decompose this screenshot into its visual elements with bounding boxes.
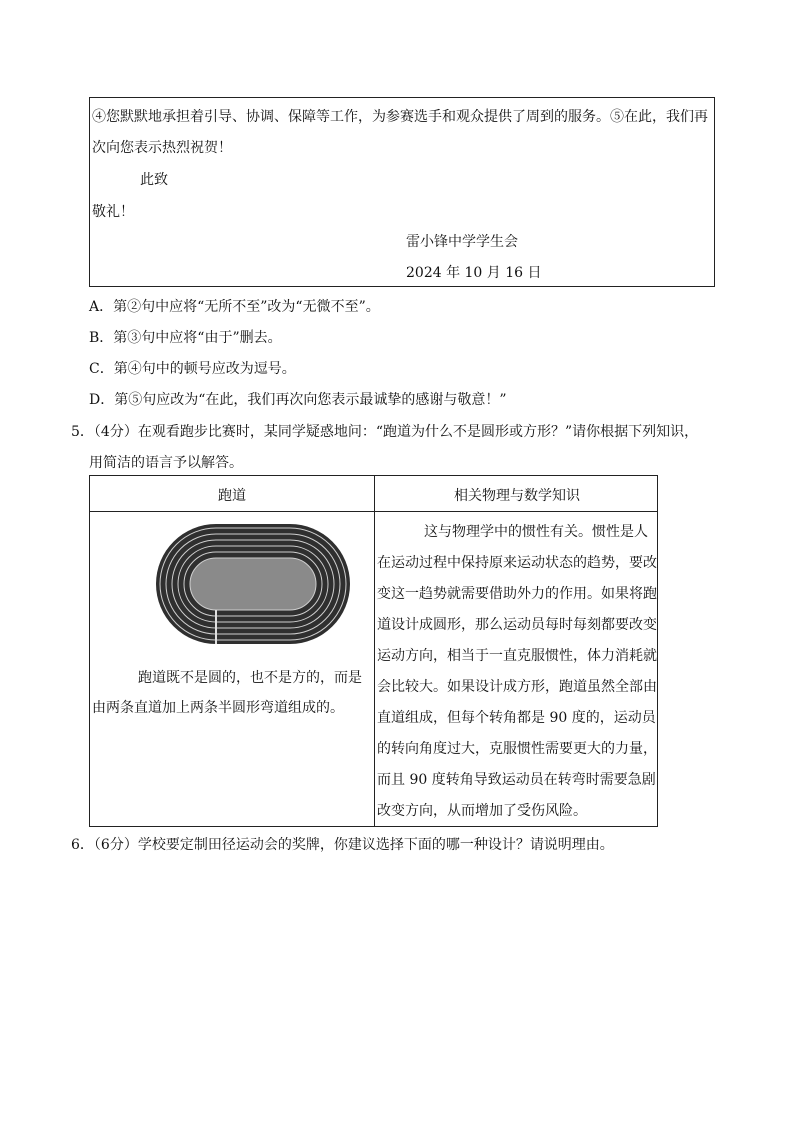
running-track-image — [154, 522, 352, 646]
knowledge-line-2: 在运动过程中保持原来运动状态的趋势，要改 — [377, 555, 657, 571]
table-header-knowledge: 相关物理与数学知识 — [454, 488, 580, 504]
track-desc-line-2: 由两条直道加上两条半圆形弯道组成的。 — [92, 700, 344, 716]
knowledge-line-8: 的转向角度过大，克服惯性需要更大的力量， — [377, 741, 657, 757]
letter-closing-1: 此致 — [140, 172, 168, 188]
option-c: C．第④句中的顿号应改为逗号。 — [89, 361, 296, 377]
option-a: A．第②句中应将“无所不至”改为“无微不至”。 — [89, 299, 380, 315]
knowledge-line-6: 会比较大。如果设计成方形，跑道虽然全部由 — [377, 679, 657, 695]
letter-signature: 雷小锋中学学生会 — [406, 234, 518, 250]
q6-line-1: 6．（6分）学校要定制田径运动会的奖牌，你建议选择下面的哪一种设计？请说明理由。 — [71, 837, 614, 853]
table-header-track: 跑道 — [218, 488, 246, 504]
q5-table — [89, 475, 658, 827]
letter-box — [89, 97, 715, 287]
option-b: B．第③句中应将“由于”删去。 — [89, 330, 282, 346]
letter-date: 2024 年 10 月 16 日 — [406, 265, 542, 281]
q5-line-2: 用简洁的语言予以解答。 — [89, 455, 243, 471]
knowledge-line-1: 这与物理学中的惯性有关。惯性是人 — [424, 524, 648, 540]
knowledge-line-3: 变这一趋势就需要借助外力的作用。如果将跑 — [377, 586, 657, 602]
letter-line-2: 次向您表示热烈祝贺！ — [92, 140, 232, 156]
letter-closing-2: 敬礼！ — [92, 204, 134, 220]
knowledge-line-9: 而且 90 度转角导致运动员在转弯时需要急剧 — [377, 772, 656, 788]
option-d: D．第⑤句应改为“在此，我们再次向您表示最诚挚的感谢与敬意！” — [89, 392, 507, 408]
table-divider-vertical — [374, 476, 375, 826]
knowledge-line-5: 运动方向，相当于一直克服惯性，体力消耗就 — [377, 648, 657, 664]
track-desc-line-1: 跑道既不是圆的，也不是方的，而是 — [138, 670, 362, 686]
knowledge-line-10: 改变方向，从而增加了受伤风险。 — [377, 803, 587, 819]
knowledge-line-7: 直道组成，但每个转角都是 90 度的，运动员 — [377, 710, 656, 726]
table-divider-horizontal — [90, 511, 657, 512]
letter-line-1: ④您默默地承担着引导、协调、保障等工作，为参赛选手和观众提供了周到的服务。⑤在此，我们再 — [92, 109, 708, 125]
q5-line-1: 5．（4分）在观看跑步比赛时，某同学疑惑地问：“跑道为什么不是圆形或方形？”请你根据下列知识， — [71, 424, 699, 440]
knowledge-line-4: 道设计成圆形，那么运动员每时每刻都要改变 — [377, 617, 657, 633]
